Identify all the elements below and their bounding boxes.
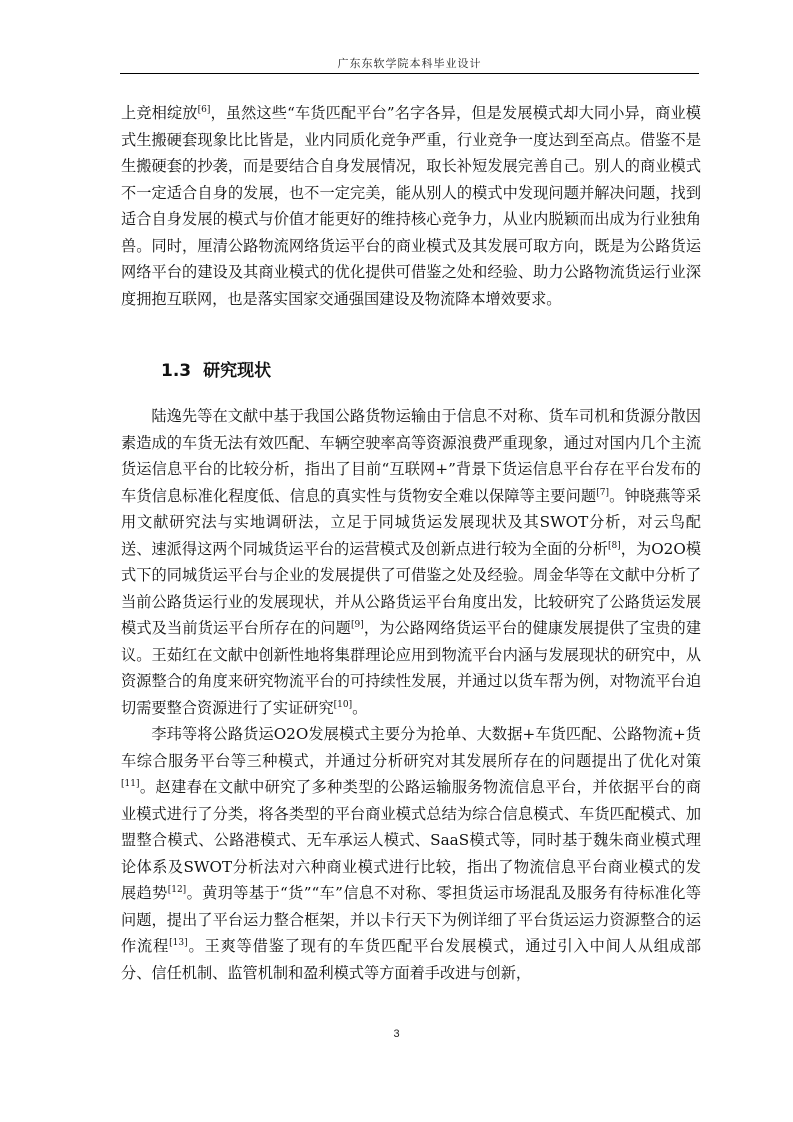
section-number: 1.3 bbox=[161, 361, 192, 381]
paragraph-text: 上竞相绽放 bbox=[121, 104, 198, 122]
paragraph-text: ，虽然这些“车货匹配平台”名字各异，但是发展模式却大同小异，商业模式生搬硬套现象比比皆是，业内同质化竞争严重，行业竞争一度达到至高点。借鉴不是生搬硬套的抄袭，而是要结合自身发展情况，取长补短发展完善自己。别人的商业模式不一定适合自身的发展，也不一定完美，能从别人的模式中发现问题并解决问题，找到适合自身发展的模式与价值才能更好的维持核心竞争力，从业内脱颖而出成为行业独角兽。同时，厘清公路物流网络货运平台的商业模式及其发展可取方向，既是为公路货运网络平台的建设及其商业模式的优化提供可借鉴之处和经验、助力公路物流货运行业深度拥抱互联网，也是落实国家交通强国建设及物流降本增效要求。 bbox=[121, 104, 701, 308]
header-divider bbox=[120, 73, 699, 74]
paragraph-text: 。王爽等借鉴了现有的车货匹配平台发展模式，通过引入中间人从组成部分、信任机制、监管机制和盈利模式等方面着手改进与创新， bbox=[121, 937, 702, 982]
citation-marker: [13] bbox=[169, 937, 188, 948]
page-number: 3 bbox=[393, 1028, 400, 1040]
citation-marker: [7] bbox=[596, 487, 610, 498]
paragraph-text: 陆逸先等在文献中基于我国公路货物运输由于信息不对称、货车司机和货源分散因素造成的车货无法有效匹配、车辆空驶率高等资源浪费严重现象，通过对国内几个主流货运信息平台的比较分析，指出了目前“互联网+”背景下货运信息平台存在平台发布的车货信息标准化程度低、信息的真实性与货物安全难以保障等主要问题 bbox=[121, 407, 701, 505]
paragraph-text: ，为公路网络货运平台的健康发展提供了宝贵的建议。王茹红在文献中创新性地将集群理论应用到物流平台内涵与发展现状的研究中，从资源整合的角度来研究物流平台的可持续性发展，并通过以货车帮为例，对物流平台迫切需要整合资源进行了实证研究 bbox=[121, 619, 702, 717]
paragraph-text: ，为O2O模式下的同城货运平台与企业的发展提供了可借鉴之处及经验。周金华等在文献中分析了当前公路货运行业的发展现状，并从公路货运平台角度出发，比较研究了公路货运发展模式及当前货运平台所存在的问题 bbox=[121, 539, 702, 637]
paragraph-text: 。钟晓燕等采用文献研究法与实地调研法，立足于同城货运发展现状及其SWOT分析，对云鸟配送、速派得这两个同城货运平台的运营模式及创新点进行较为全面的分析 bbox=[121, 486, 702, 558]
citation-marker: [9] bbox=[350, 619, 364, 630]
section-heading bbox=[161, 359, 701, 383]
citation-marker: [8] bbox=[608, 540, 621, 551]
citation-marker: [10] bbox=[333, 699, 353, 710]
running-header: 广东东软学院本科毕业设计 bbox=[337, 57, 482, 70]
paragraph-text: 。赵建春在文献中研究了多种类型的公路运输服务物流信息平台，并依据平台的商业模式进行了分类，将各类型的平台商业模式总结为综合信息模式、车货匹配模式、加盟整合模式、公路港模式、无车承运人模式、SaaS模式等，同时基于魏朱商业模式理论体系及SWOT分析法对六种商业模式进行比较，指出了物流信息平台商业模式的发展趋势 bbox=[121, 778, 701, 902]
citation-marker: [6] bbox=[197, 104, 211, 115]
paragraph-text: 。 bbox=[352, 698, 368, 717]
section-title: 研究现状 bbox=[203, 361, 272, 381]
body-paragraph-3 bbox=[121, 721, 701, 986]
body-paragraph-2 bbox=[121, 403, 701, 721]
body-paragraph-1 bbox=[121, 100, 701, 312]
citation-marker: [12] bbox=[167, 884, 187, 895]
page-body bbox=[121, 100, 701, 986]
citation-marker: [11] bbox=[121, 778, 140, 789]
paragraph-text: 。黄玥等基于“货”“车”信息不对称、零担货运市场混乱及服务有待标准化等问题，提出了平台运力整合框架，并以卡行天下为例详细了平台货运运力资源整合的运作流程 bbox=[121, 884, 702, 955]
paragraph-text: 李玮等将公路货运O2O发展模式主要分为抢单、大数据+车货匹配、公路物流+货车综合服务平台等三种模式，并通过分析研究对其发展所存在的问题提出了优化对策 bbox=[121, 725, 701, 770]
